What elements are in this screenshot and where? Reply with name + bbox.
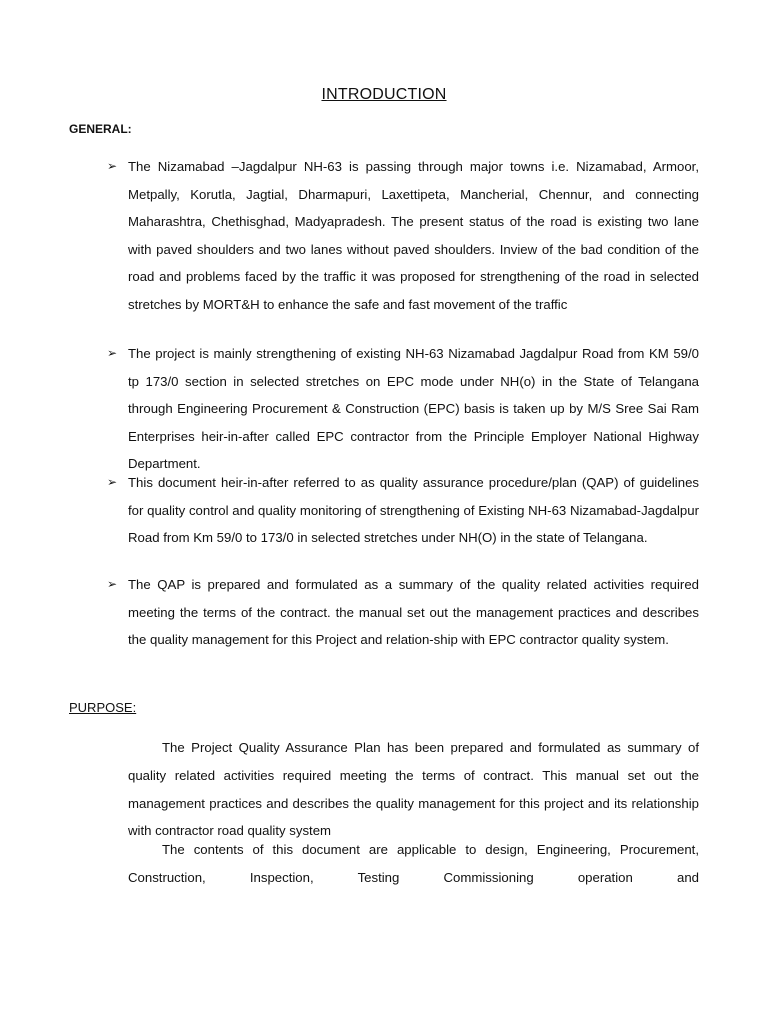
arrowhead-bullet-icon: ➢ (107, 346, 118, 360)
general-bullet-2 (107, 340, 699, 478)
arrowhead-bullet-icon: ➢ (107, 475, 118, 489)
general-bullet-1 (107, 153, 699, 319)
purpose-paragraph-2: The contents of this document are applicable to design, Engineering, Procurement, Construction, Inspection, Testing Commissioning operation and (128, 842, 699, 885)
section-heading-general: GENERAL: (69, 122, 132, 136)
bullet-text: The Nizamabad –Jagdalpur NH-63 is passing through major towns i.e. Nizamabad, Armoor, Metpally, Korutla, Jagtial, Dharmapuri, Laxettipeta, Mancherial, Chennur, and connecting Maharashtra, Chethisghad, Madyapradesh. The present status of the road is existing two lane with paved shoulders and two lanes without paved shoulders. Inview of the bad condition of the road and problems faced by the traffic it was proposed for strengthening of the road in selected stretches by MORT&H to enhance the safe and fast movement of the traffic (128, 159, 699, 312)
general-bullet-4 (107, 571, 699, 654)
bullet-text: The project is mainly strengthening of existing NH-63 Nizamabad Jagdalpur Road from KM 59/0 tp 173/0 section in selected stretches on EPC mode under NH(o) in the State of Telangana through Engineering Procurement & Construction (EPC) basis is taken up by M/S Sree Sai Ram Enterprises heir-in-after called EPC contractor from the Principle Employer National Highway Department. (128, 346, 699, 472)
arrowhead-bullet-icon: ➢ (107, 159, 118, 173)
purpose-paragraph-1: The Project Quality Assurance Plan has been prepared and formulated as summary of quality related activities required meeting the terms of contract. This manual set out the management practices and describes the quality management for this project and its relationship with contractor road quality system (128, 740, 699, 839)
page-title: INTRODUCTION (321, 86, 447, 103)
bullet-text: This document heir-in-after referred to as quality assurance procedure/plan (QAP) of guidelines for quality control and quality monitoring of strengthening of Existing NH-63 Nizamabad-Jagdalpur Road from Km 59/0 to 173/0 in selected stretches under NH(O) in the state of Telangana. (128, 475, 699, 546)
arrowhead-bullet-icon: ➢ (107, 577, 118, 591)
general-bullet-3 (107, 469, 699, 552)
section-heading-purpose: PURPOSE: (69, 700, 137, 715)
bullet-text: The QAP is prepared and formulated as a summary of the quality related activities required meeting the terms of the contract. the manual set out the management practices and describes the quality management for this Project and relation-ship with EPC contractor quality system. (128, 577, 699, 648)
